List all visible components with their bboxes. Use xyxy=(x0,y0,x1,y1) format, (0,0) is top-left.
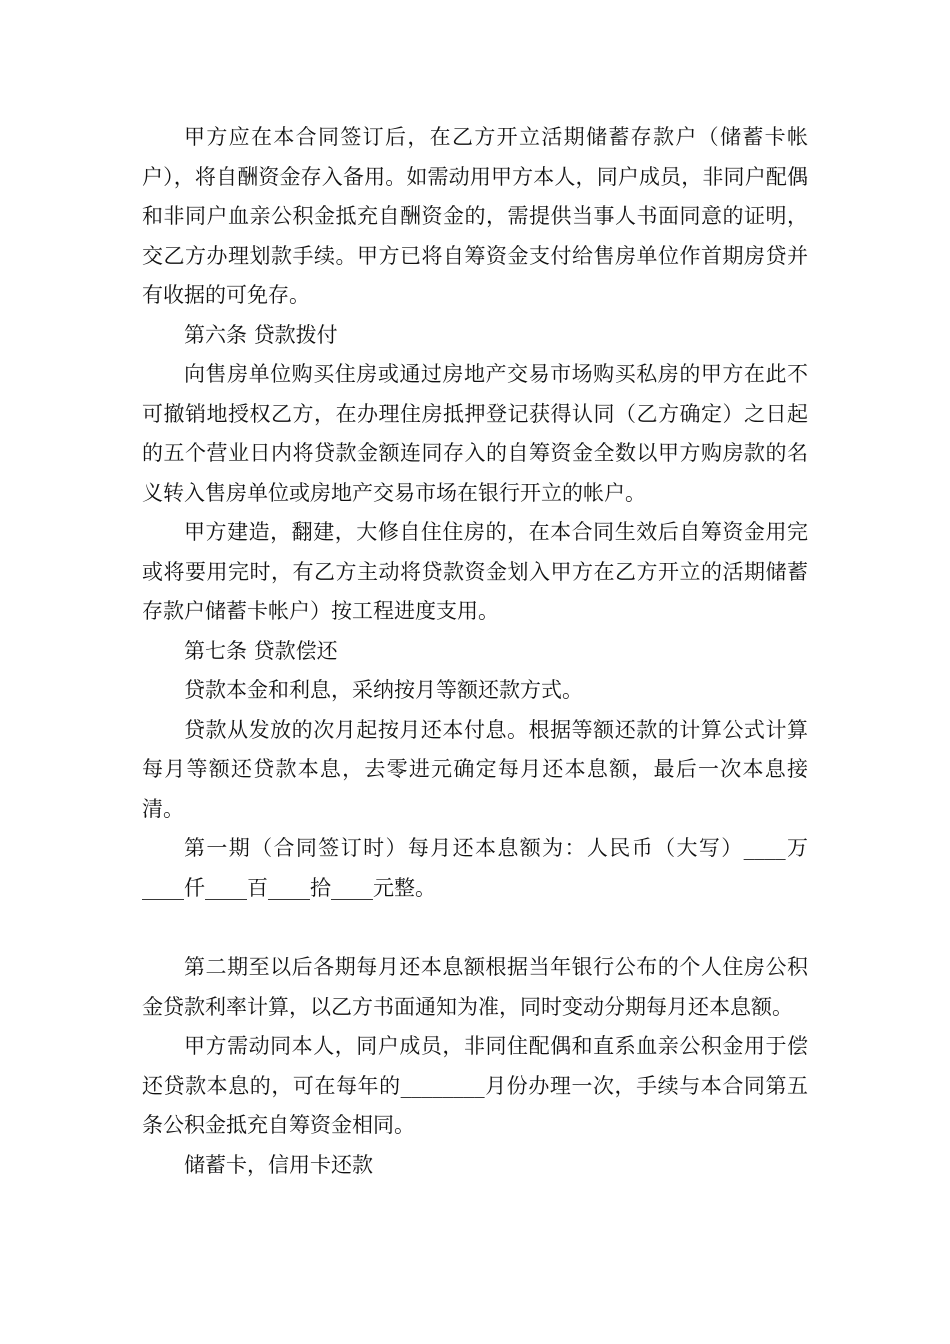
paragraph-self-funds-deposit: 甲方应在本合同签订后，在乙方开立活期储蓄存款户（储蓄卡帐户），将自酬资金存入备用。如需动用甲方本人，同户成员，非同户配偶和非同户血亲公积金抵充自酬资金的，需提供当事人书面同意的证明，交乙方办理划款手续。甲方已将自筹资金支付给售房单位作首期房贷并有收据的可免存。 xyxy=(142,125,808,307)
heading-card-repayment: 储蓄卡，信用卡还款 xyxy=(184,1152,373,1177)
heading-article-6: 第六条 贷款拨付 xyxy=(184,322,338,347)
paragraph-provident-fund-repayment: 甲方需动同本人，同户成员，非同住配偶和直系血亲公积金用于偿还贷款本息的，可在每年的________月份办理一次，手续与本合同第五条公积金抵充自筹资金相同。 xyxy=(142,1034,808,1137)
paragraph-later-periods: 第二期至以后各期每月还本息额根据当年银行公布的个人住房公积金贷款利率计算，以乙方书面通知为准，同时变动分期每月还本息额。 xyxy=(142,955,808,1019)
blank-line xyxy=(142,908,808,948)
heading-article-7: 第七条 贷款偿还 xyxy=(184,638,338,663)
paragraph-repayment-method: 贷款本金和利息，采纳按月等额还款方式。 xyxy=(184,678,583,702)
paragraph-loan-disbursement-construction: 甲方建造，翻建，大修自住住房的，在本合同生效后自筹资金用完或将要用完时，有乙方主动将贷款资金划入甲方在乙方开立的活期储蓄存款户储蓄卡帐户）按工程进度支用。 xyxy=(142,520,808,623)
paragraph-repayment-schedule: 贷款从发放的次月起按月还本付息。根据等额还款的计算公式计算每月等额还贷款本息，去零进元确定每月还本息额，最后一次本息接清。 xyxy=(142,717,808,821)
paragraph-first-period-amount: 第一期（合同签订时）每月还本息额为：人民币（大写）____万____仟____百____拾____元整。 xyxy=(142,836,808,900)
paragraph-loan-disbursement-purchase: 向售房单位购买住房或通过房地产交易市场购买私房的甲方在此不可撤销地授权乙方，在办理住房抵押登记获得认同（乙方确定）之日起的五个营业日内将贷款金额连同存入的自筹资金全数以甲方购房款的名义转入售房单位或房地产交易市场在银行开立的帐户。 xyxy=(142,362,808,505)
document-page xyxy=(142,118,808,1185)
